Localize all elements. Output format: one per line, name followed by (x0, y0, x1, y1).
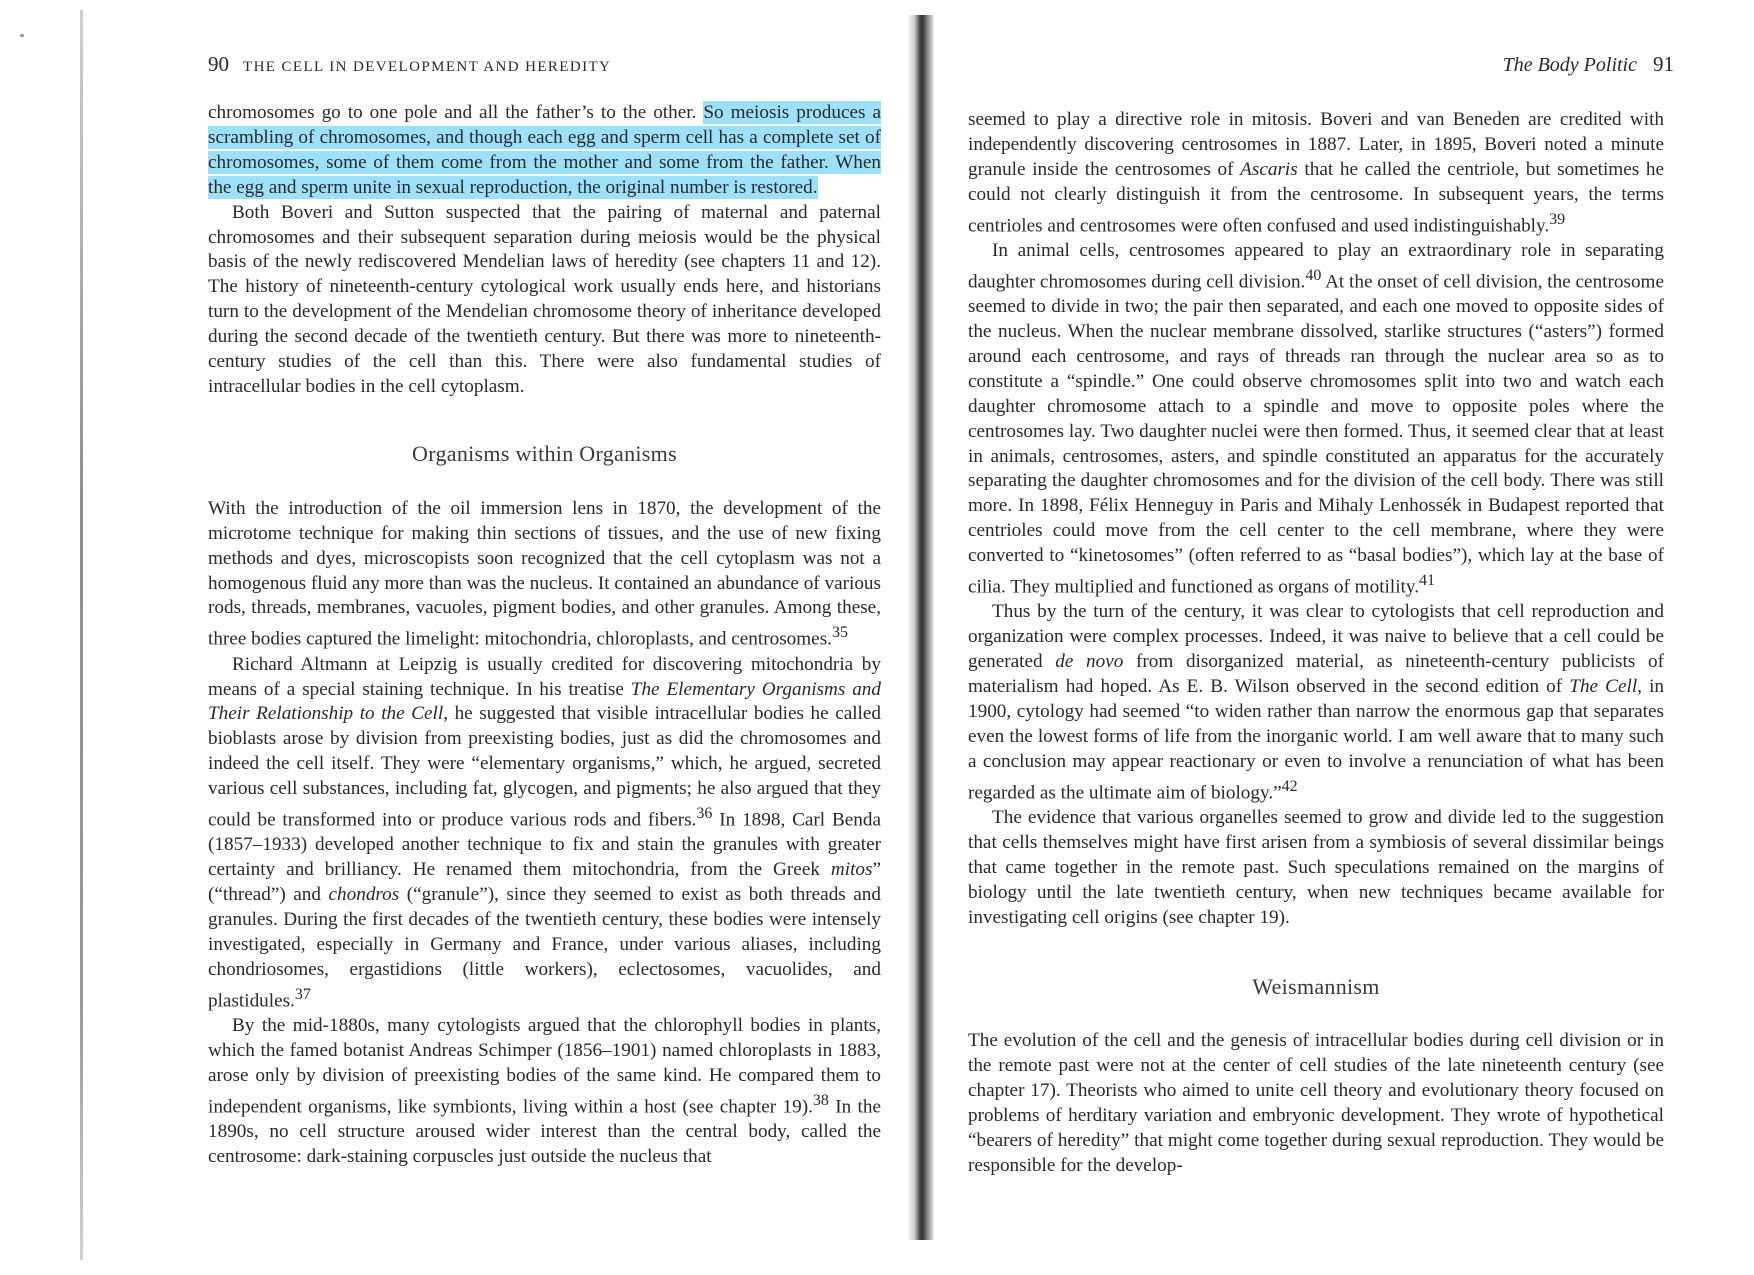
footnote-ref: 38 (812, 1091, 829, 1109)
italic-term: mitos (830, 859, 873, 881)
italic-term: de novo (1055, 651, 1124, 673)
left-running-head (208, 52, 611, 77)
footnote-ref: 41 (1419, 572, 1435, 590)
paragraph (968, 239, 1664, 600)
text-run: , he suggested that visible intracellular bodies he called bioblasts arose by division from preexisting bodies, just as did the chromosomes and indeed the cell itself. They were “elementary organisms,” which, he argued, secreted various cell substances, including fat, glycogen, and pigments; he also argued that they could be transformed into or produce various rods and fibers. (208, 703, 882, 831)
footnote-ref: 40 (1305, 266, 1322, 284)
right-running-title: The Body Politic (1502, 54, 1637, 76)
italic-term: Ascaris (1240, 158, 1298, 180)
text-run: ” (“thread”) and (208, 859, 881, 906)
footnote-ref: 42 (1281, 777, 1298, 795)
book-title: The Elementary Organisms and Their Relationship to the Cell (208, 678, 881, 725)
section-heading: Weismannism (1252, 973, 1380, 999)
paragraph: The evidence that various organelles seemed to grow and divide led to the suggestion that cells themselves might have first arisen from a symbiosis of several dissimilar beings that came together in the remote past. Such speculations remained on the margins of biology until the late twentieth century, when new techniques became available for investigating cell origins (see chapter 19). (968, 807, 1664, 928)
footnote-ref: 36 (696, 805, 713, 823)
book-title: The Cell (1569, 676, 1638, 698)
footnote-ref: 37 (294, 985, 311, 1003)
text-run: In 1898, Carl Benda (1857–1933) developed another technique to fix and stain the granules with greater certainty and brilliancy. He renamed them mitochondria, from the Greek (208, 809, 881, 881)
footnote-ref: 39 (1549, 210, 1566, 228)
paragraph (208, 653, 881, 1014)
highlighted-passage: So meiosis produces a scrambling of chromosomes, and though each egg and sperm cell has a complete set of chromosomes, some of them come from the mother and some from the father. When the egg and sperm unite in sexual reproduction, the original number is restored. (208, 102, 881, 198)
italic-term: chondros (328, 884, 400, 906)
text-run: In animal cells, centrosomes appeared to play an extraordinary role in separating daughter chromosomes during cell division. (968, 239, 1664, 293)
paragraph (208, 1014, 881, 1170)
text-run: By the mid-1880s, many cytologists argued that the chlorophyll bodies in plants, which the famed botanist Andreas Schimper (1856–1901) named chloroplasts in 1883, arose only by division of preexisting bodies of the same kind. He compared them to independent organisms, like symbionts, living within a host (see chapter 19). (208, 1015, 881, 1118)
footnote-ref: 35 (831, 624, 848, 642)
text-run: At the onset of cell division, the centrosome seemed to divide in two; the pair then separated, and each one moved to opposite sides of the nucleus. When the nuclear membrane dissolved, starlike structures (“asters”) formed around each centrosome, and rays of threads ran through the nuclear area so as to constitute a “spindle.” One could observe chromosomes split into two and watch each daughter chromosome attach to a spindle and move to opposite poles where the centrosomes lay. Two daughter nuclei were then formed. Thus, it seemed clear that at least in animals, centrosomes, asters, and spindle constituted an apparatus for the accurately separating the daughter chromosomes and for the division of the cell body. There was still more. In 1898, Félix Henneguy in Paris and Mihaly Lenhossék in Budapest reported that centrioles could move from the cell center to the cell membrane, where they were converted to “kinetosomes” (often referred to as “basal bodies”), which lay at the base of cilia. They multiplied and functioned as organs of motility. (968, 271, 1664, 598)
page-edge-shadow (80, 10, 83, 1260)
text-run: With the introduction of the oil immersion lens in 1870, the development of the microtome technique for making thin sections of tissues, and the use of new fixing methods and dyes, microscopists soon recognized that the cell cytoplasm was not a homogenous fluid any more than was the nucleus. It contained an abundance of various rods, threads, membranes, vacuoles, pigment bodies, and other granules. Among these, three bodies captured the limelight: mitochondria, chloroplasts, and centrosomes. (208, 497, 881, 650)
right-text-column (968, 108, 1664, 1179)
text-run: chromosomes go to one pole and all the father’s to the other. (208, 102, 704, 123)
text-run: from disorganized material, as nineteenth-century publicists of materialism had hoped. As E. B. Wilson observed in the second edition of (968, 651, 1664, 698)
left-running-title: THE CELL IN DEVELOPMENT AND HEREDITY (243, 59, 612, 75)
paragraph (208, 101, 881, 201)
right-running-head (1503, 52, 1674, 77)
text-run: , in 1900, cytology had seemed “to widen rather than narrow the enormous gap that separates even the lowest forms of life from the inorganic world. I am well aware that to many such a conclusion may appear reactionary or even to involve a renunciation of what has been regarded as the ultimate aim of biology.” (968, 676, 1664, 804)
paragraph (968, 108, 1664, 239)
text-run: seemed to play a directive role in mitosis. Boveri and van Beneden are credited with independently discovering centrosomes in 1887. Later, in 1895, Boveri noted a minute granule inside the centrosomes of (968, 109, 1664, 180)
paragraph (208, 497, 881, 653)
right-page (920, 0, 1754, 1275)
text-run: Richard Altmann at Leipzig is usually credited for discovering mitochondria by means of a special staining technique. In his treatise (208, 653, 881, 700)
text-run: (“granule”), since they seemed to exist as both threads and granules. During the first decades of the twentieth century, these bodies were intensely investigated, especially in Germany and France, under various aliases, including chondriosomes, ergastidions (little workers), eclectosomes, vacuolides, and plastidules. (208, 884, 881, 1012)
text-run: that he called the centriole, but sometimes he could not clearly distinguish it from the centrosome. In subsequent years, the terms centrioles and centrosomes were often confused and used indistinguishably. (968, 158, 1664, 237)
section-heading: Organisms within Organisms (412, 440, 677, 466)
left-text-column (208, 101, 881, 1170)
left-page-number: 90 (208, 52, 229, 76)
text-run: Thus by the turn of the century, it was clear to cytologists that cell reproduction and organization were complex processes. Indeed, it was naive to believe that a cell could be generated (968, 601, 1664, 673)
text-run: In the 1890s, no cell structure aroused wider interest than the central body, called the centrosome: dark-staining corpuscles just outside the nucleus that (208, 1096, 881, 1167)
right-page-number: 91 (1653, 52, 1674, 76)
paragraph: The evolution of the cell and the genesis of intracellular bodies during cell division or in the remote past were not at the center of cell studies of the late nineteenth century (see chapter 17). Theorists who aimed to unite cell theory and evolutionary theory focused on problems of herditary variation and embryonic development. They wrote of hypothetical “bearers of heredity” that might come together during sexual reproduction. They would be responsible for the develop- (968, 1030, 1664, 1176)
paragraph (968, 600, 1664, 806)
paragraph: Both Boveri and Sutton suspected that the pairing of maternal and paternal chromosomes and their subsequent separation during meiosis would be the physical basis of the newly rediscovered Mendelian laws of heredity (see chapters 11 and 12). The history of nineteenth-century cytological work usually ends here, and historians turn to the development of the Mendelian chromosome theory of inheritance developed during the second decade of the twentieth century. But there was more to nineteenth-century studies of the cell than this. There were also fundamental studies of intracellular bodies in the cell cytoplasm. (208, 201, 881, 397)
